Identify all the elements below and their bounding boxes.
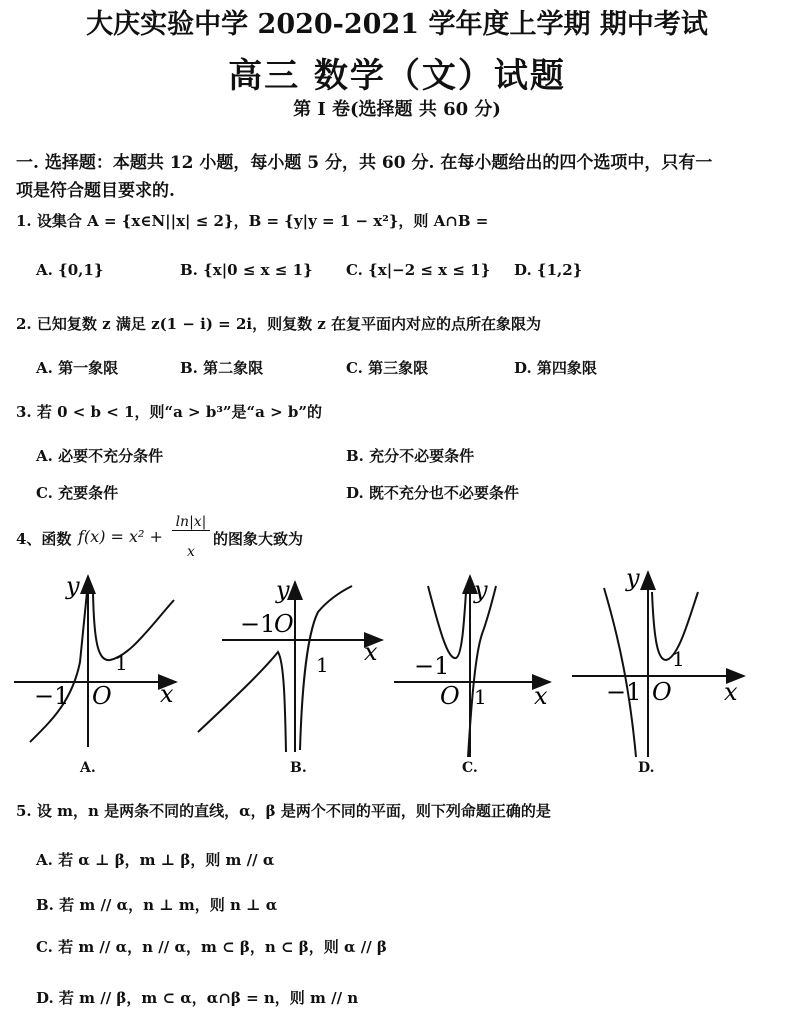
question-3-option-d: D. 既不充分也不必要条件	[346, 484, 519, 502]
question-5-option-d: D. 若 m // β，m ⊂ α，α∩β = n，则 m // n	[36, 989, 359, 1007]
graph-c-origin-label: O	[440, 682, 460, 710]
question-4-graphs	[0, 562, 794, 762]
question-4-fraction-denominator: x	[187, 544, 195, 560]
question-5-option-a: A. 若 α ⊥ β，m ⊥ β，则 m // α	[36, 851, 275, 869]
graph-c-y-label: y	[474, 576, 488, 604]
graph-c-x-label: x	[534, 682, 548, 710]
question-5-option-b: B. 若 m // α，n ⊥ m，则 n ⊥ α	[36, 896, 278, 914]
question-5-option-c: C. 若 m // α，n // α，m ⊂ β，n ⊂ β，则 α // β	[36, 938, 387, 956]
graph-c-right-branch	[468, 586, 496, 757]
question-4-fraction-numerator: ln|x|	[172, 514, 210, 531]
graph-d-origin-label: O	[652, 678, 672, 706]
section-instructions-line2: 项是符合题目要求的.	[16, 181, 175, 201]
graph-a	[14, 572, 176, 747]
question-4-stem-prefix: 4、函数	[16, 530, 72, 548]
graph-b-neg1-label: −1	[240, 610, 276, 638]
question-1-option-b: B. {x|0 ≤ x ≤ 1}	[180, 261, 313, 279]
graph-d-y-label: y	[626, 564, 640, 592]
graph-c	[394, 576, 550, 757]
question-1-stem: 1. 设集合 A = {x∈N||x| ≤ 2}，B = {y|y = 1 − x²}，则 A∩B =	[16, 212, 489, 230]
subject-title: 高三 数学（文）试题	[228, 56, 566, 96]
question-2-option-b: B. 第二象限	[180, 359, 264, 377]
question-1-option-c: C. {x|−2 ≤ x ≤ 1}	[346, 261, 491, 279]
graph-a-one-label: 1	[115, 651, 128, 675]
graph-a-right-branch	[93, 592, 174, 660]
question-5-stem: 5. 设 m，n 是两条不同的直线，α，β 是两个不同的平面，则下列命题正确的是	[16, 802, 551, 820]
graph-d-x-label: x	[724, 678, 738, 706]
question-3-option-a: A. 必要不充分条件	[36, 447, 164, 465]
question-4-stem-suffix: 的图象大致为	[213, 530, 304, 548]
question-2-option-c: C. 第三象限	[346, 359, 429, 377]
graph-c-neg1-label: −1	[414, 652, 450, 680]
exam-title: 大庆实验中学 2020-2021 学年度上学期 期中考试	[86, 9, 708, 40]
question-1-option-a: A. {0,1}	[36, 261, 104, 279]
graph-b-origin-label: O	[274, 610, 294, 638]
graph-b	[198, 576, 382, 752]
graph-c-left-branch	[428, 586, 466, 658]
graph-a-x-label: x	[160, 680, 174, 708]
question-2-option-d: D. 第四象限	[514, 359, 597, 377]
graph-d-neg1-label: −1	[606, 678, 642, 706]
graph-d-left-branch	[604, 588, 636, 757]
question-3-option-c: C. 充要条件	[36, 484, 119, 502]
question-1-option-d: D. {1,2}	[514, 261, 583, 279]
graph-b-y-label: y	[276, 576, 290, 604]
graph-c-one-label: 1	[474, 685, 487, 709]
graph-b-x-label: x	[364, 638, 378, 666]
graph-d-one-label: 1	[672, 647, 685, 671]
graph-a-left-branch	[30, 592, 87, 742]
graph-a-label: A.	[80, 760, 96, 776]
section-instructions-line1: 一. 选择题：本题共 12 小题，每小题 5 分，共 60 分. 在每小题给出的四个选项中，只有一	[16, 153, 713, 173]
question-3-stem: 3. 若 0 < b < 1，则“a > b³”是“a > b”的	[16, 403, 323, 421]
graph-b-one-label: 1	[316, 653, 329, 677]
graph-d-label: D.	[638, 760, 655, 776]
question-3-option-b: B. 充分不必要条件	[346, 447, 475, 465]
graph-a-neg1-label: −1	[34, 682, 70, 710]
graph-c-label: C.	[462, 760, 478, 776]
question-4-function-lhs: f(x) = x² +	[78, 527, 163, 546]
question-2-stem: 2. 已知复数 z 满足 z(1 − i) = 2i，则复数 z 在复平面内对应的点所在象限为	[16, 315, 542, 333]
graph-a-origin-label: O	[92, 682, 112, 710]
graph-d	[572, 564, 744, 757]
graph-b-label: B.	[290, 760, 307, 776]
graph-a-y-label: y	[66, 572, 80, 600]
graph-b-left-branch	[198, 652, 286, 752]
question-2-option-a: A. 第一象限	[36, 359, 119, 377]
volume-title: 第 I 卷(选择题 共 60 分)	[293, 99, 501, 120]
